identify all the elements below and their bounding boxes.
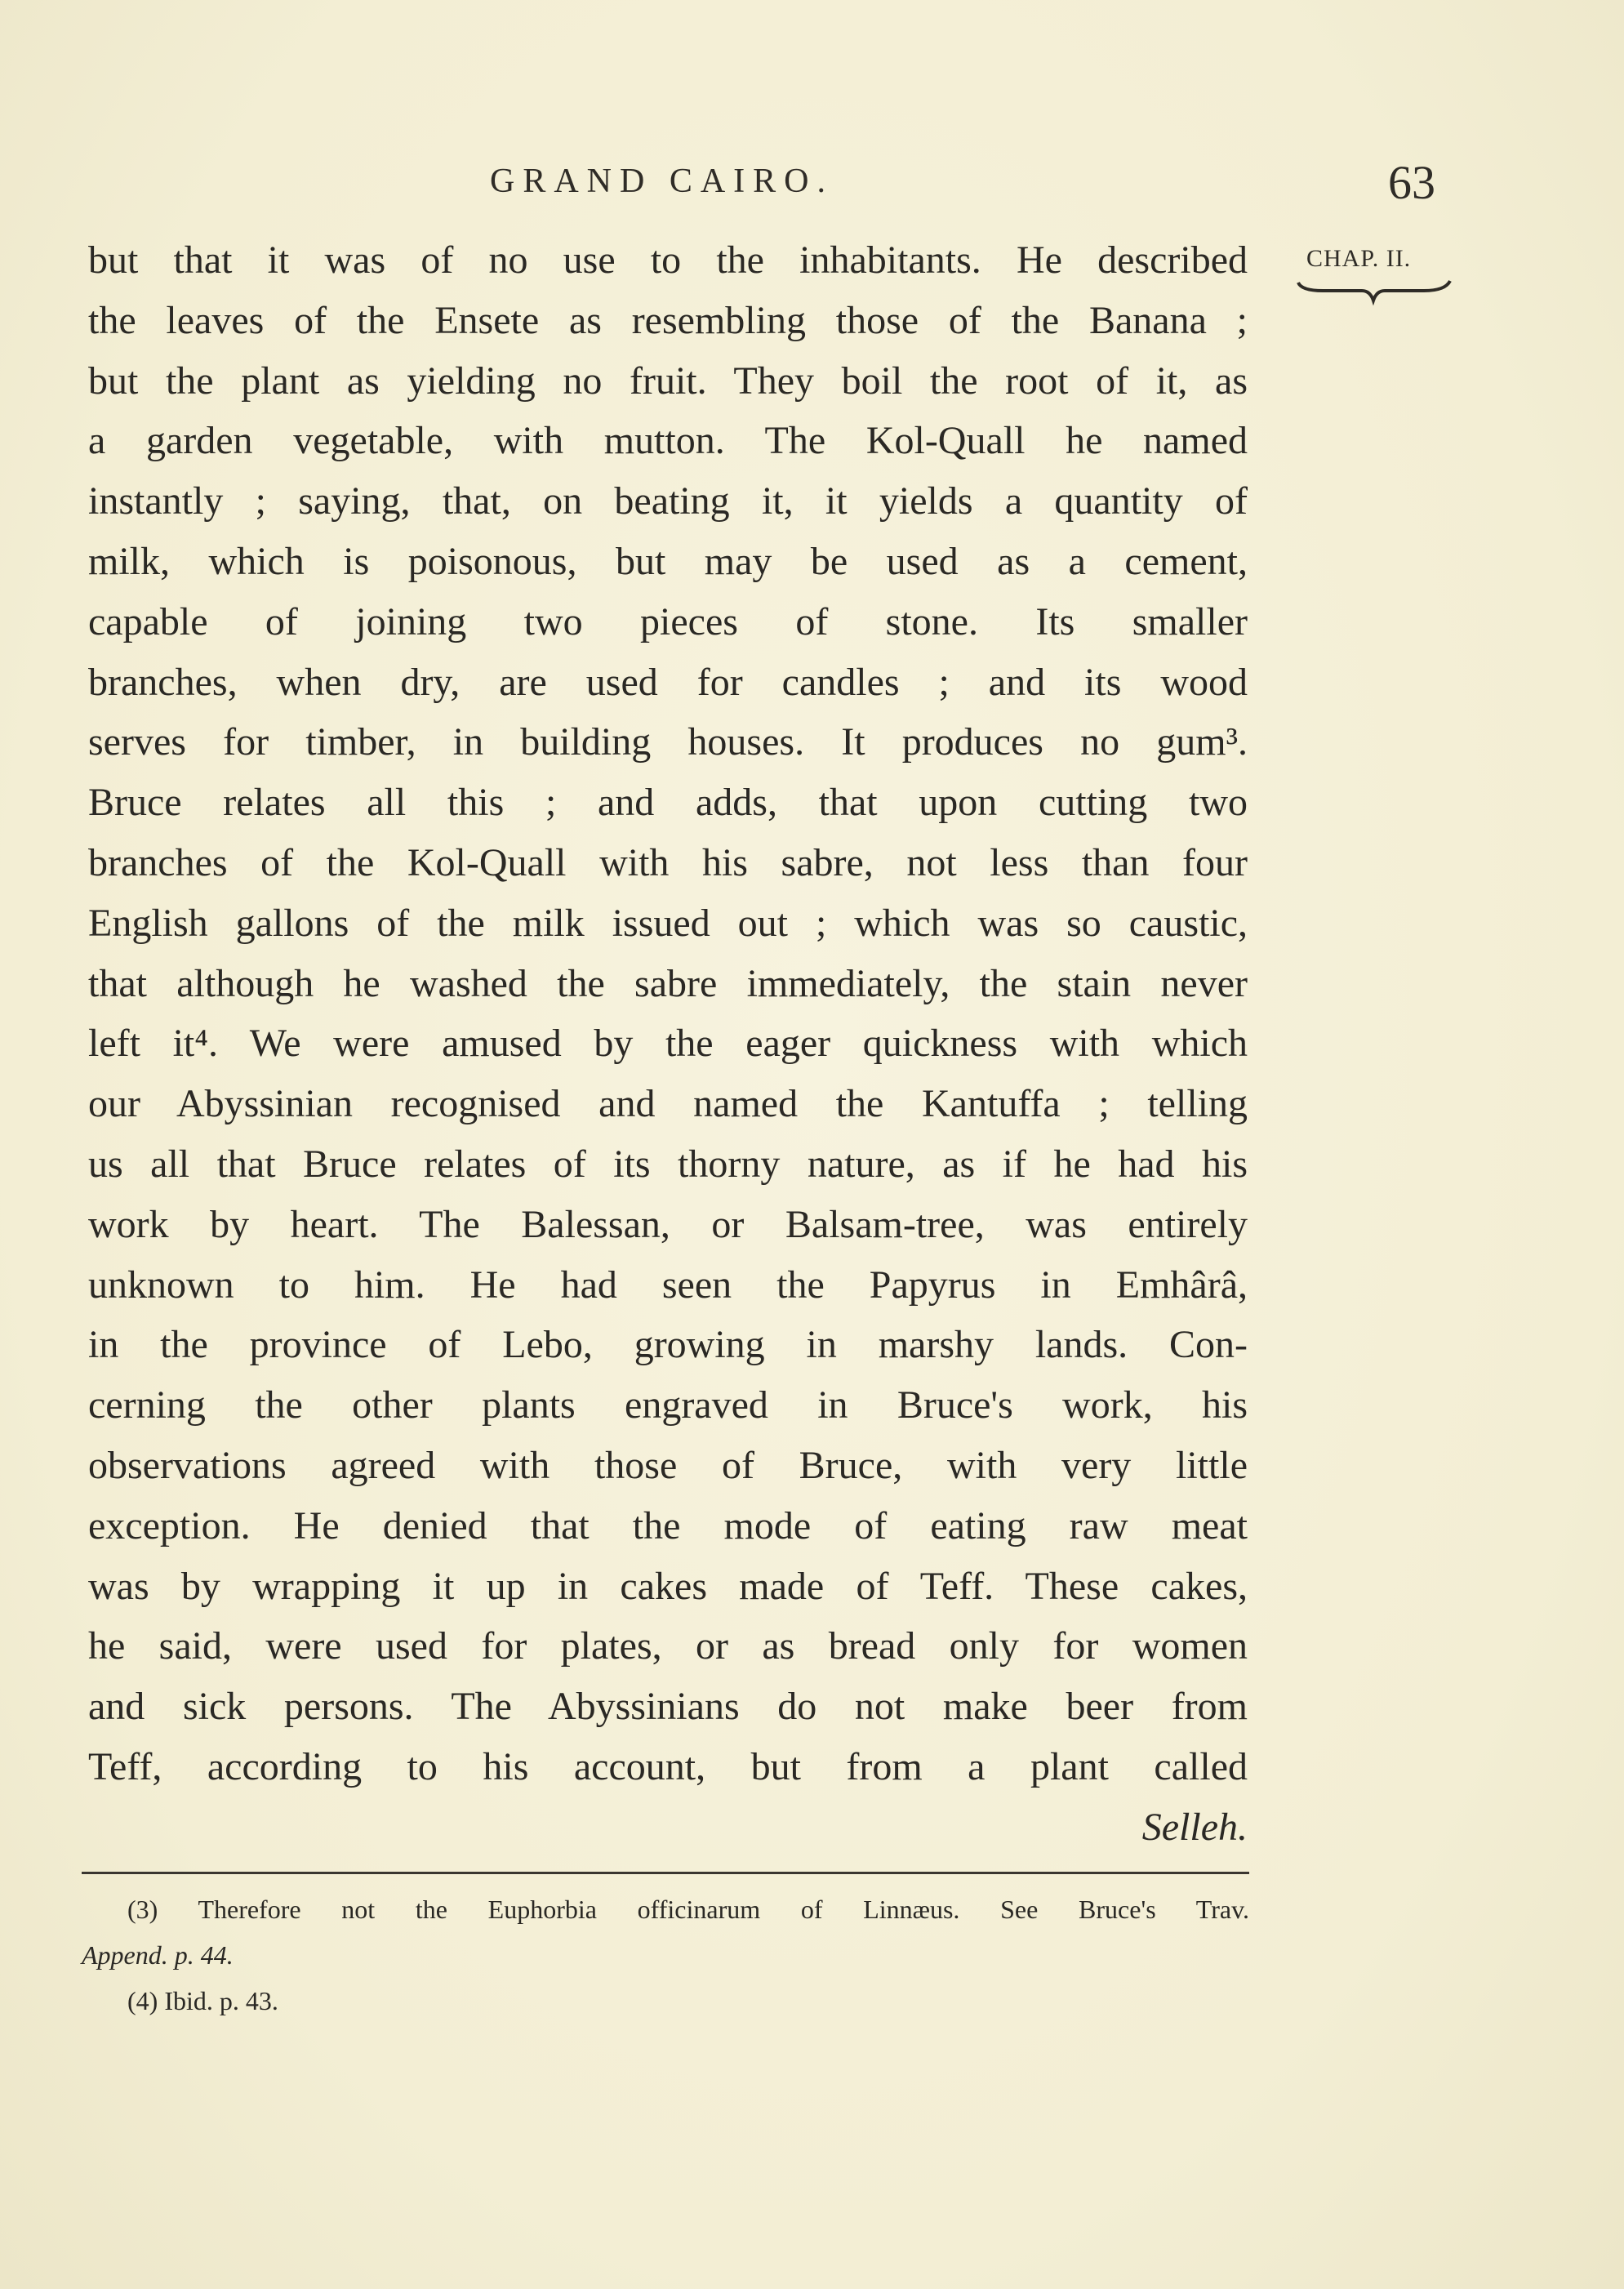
text-line: Teff, according to his account, but from a plant called — [88, 1744, 1248, 1788]
text-line: English gallons of the milk issued out ; which was so caustic, — [88, 901, 1248, 945]
footnote-rule — [82, 1872, 1249, 1874]
footnotes — [82, 1886, 1249, 2024]
text-line: and sick persons. The Abyssinians do not make beer from — [88, 1685, 1248, 1729]
running-head-title: GRAND CAIRO. — [490, 163, 834, 200]
text-line: cerning the other plants engraved in Bruce's work, his — [88, 1383, 1248, 1427]
curly-brace-icon — [1290, 278, 1453, 310]
text-line: instantly ; saying, that, on beating it, it yields a quantity of — [88, 479, 1248, 523]
page-number: 63 — [1388, 156, 1435, 209]
text-line: exception. He denied that the mode of eating raw meat — [88, 1503, 1248, 1548]
text-line: that although he washed the sabre immediately, the stain never — [88, 961, 1248, 1005]
text-line: us all that Bruce relates of its thorny nature, as if he had his — [88, 1142, 1248, 1186]
text-line: milk, which is poisonous, but may be used as a cement, — [88, 539, 1248, 583]
body-text — [88, 230, 1248, 1858]
running-head — [0, 155, 1624, 209]
chapter-label: CHAP. II. — [1306, 245, 1412, 272]
text-line: but that it was of no use to the inhabitants. He described — [88, 238, 1248, 282]
footnote-4: (4) Ibid. p. 43. — [127, 1986, 278, 2015]
text-line: work by heart. The Balessan, or Balsam-tree, was entirely — [88, 1202, 1248, 1246]
text-line: capable of joining two pieces of stone. Its smaller — [88, 599, 1248, 644]
text-line: branches of the Kol-Quall with his sabre, not less than four — [88, 840, 1248, 884]
text-line: was by wrapping it up in cakes made of Teff. These cakes, — [88, 1564, 1248, 1608]
margin-note — [1290, 245, 1453, 318]
text-line: but the plant as yielding no fruit. They boil the root of it, as — [88, 358, 1248, 403]
text-line: branches, when dry, are used for candles ; and its wood — [88, 660, 1248, 704]
text-line: the leaves of the Ensete as resembling those of the Banana ; — [88, 298, 1248, 342]
text-line: unknown to him. He had seen the Papyrus in Emhârâ, — [88, 1263, 1248, 1307]
text-line: he said, were used for plates, or as bread only for women — [88, 1624, 1248, 1668]
text-line: Bruce relates all this ; and adds, that upon cutting two — [88, 781, 1248, 825]
footnote-3-continued: Append. p. 44. — [82, 1940, 234, 1970]
text-line: our Abyssinian recognised and named the Kantuffa ; telling — [88, 1082, 1248, 1126]
text-line: in the province of Lebo, growing in marshy lands. Con- — [88, 1323, 1248, 1367]
text-line: serves for timber, in building houses. It produces no gum³. — [88, 720, 1248, 764]
text-line: left it⁴. We were amused by the eager quickness with which — [88, 1022, 1248, 1066]
text-line: a garden vegetable, with mutton. The Kol-Quall he named — [88, 419, 1248, 463]
footnote-3: (3) Therefore not the Euphorbia officinarum of Linnæus. See Bruce's Trav. — [127, 1895, 1249, 1924]
text-line: observations agreed with those of Bruce, with very little — [88, 1443, 1248, 1487]
catchword: Selleh. — [1141, 1805, 1248, 1849]
